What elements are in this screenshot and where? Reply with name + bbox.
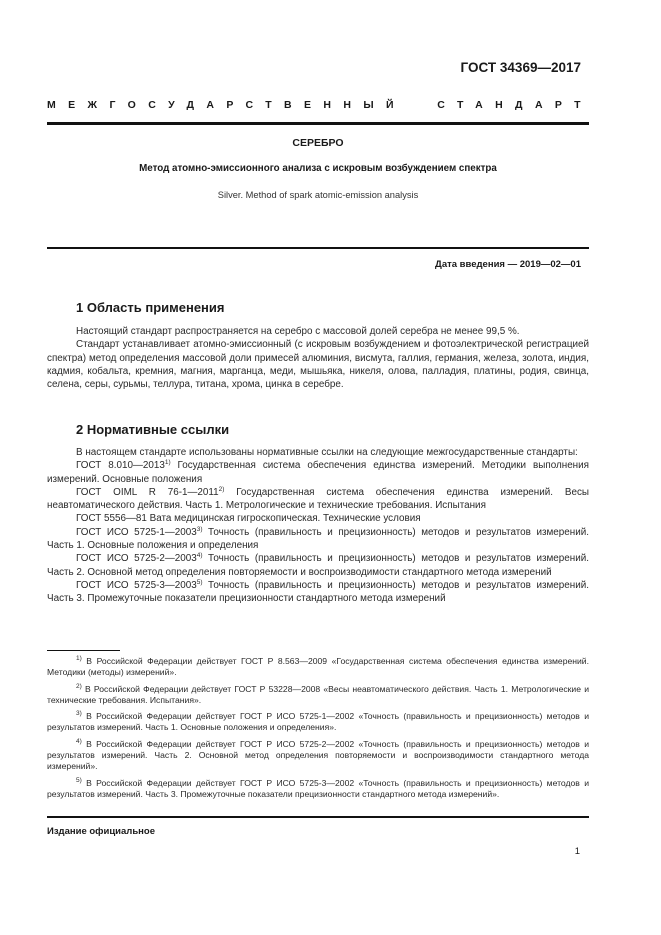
english-title: Silver. Method of spark atomic-emission analysis (217, 190, 419, 200)
footnote-text: В Российской Федерации действует ГОСТ Р 53228—2008 «Весы неавтоматического действия. Часть 1. Метрологические и технические требования. Испытания». (47, 683, 589, 705)
document-title: СЕРЕБРО (292, 137, 344, 149)
footnote-number: 2) (76, 682, 82, 690)
title-rule (47, 247, 589, 249)
footnote (47, 778, 589, 801)
footnotes (47, 656, 589, 805)
reference-code: ГОСТ ИСО 5725-3—2003 (76, 579, 197, 591)
reference-item (47, 512, 589, 525)
banner (47, 99, 593, 111)
footnote (47, 656, 589, 679)
reference-text: Точность (правильность и прецизионность) методов и результатов измерений. Часть 2. Основной метод определения повторяемости и воспроизводимости стандартного метода измерений (47, 553, 589, 578)
section-2-body (47, 446, 589, 606)
reference-item (47, 579, 589, 606)
reference-code: ГОСТ 5556—81 (76, 513, 147, 525)
header-rule (47, 122, 589, 125)
reference-text: Точность (правильность и прецизионность) методов и результатов измерений. Часть 3. Промежуточные показатели прецизионности стандартного метода измерений (47, 579, 589, 605)
section-2-heading: 2 Нормативные ссылки (76, 422, 230, 437)
section-1-heading: 1 Область применения (76, 300, 225, 315)
footnote-marker: 4) (196, 552, 203, 560)
reference-text: Государственная система обеспечения единства измерений. Весы неавтоматического действия. Часть 1. Метрологические и технические требования. Испытания (47, 486, 589, 512)
reference-item (47, 552, 589, 579)
paragraph: В настоящем стандарте использованы нормативные ссылки на следующие межгосударственные стандарты: (76, 447, 578, 458)
official-edition-label: Издание официальное (47, 826, 155, 837)
reference-text: Вата медицинская гигроскопическая. Технические условия (146, 513, 421, 525)
footnote-marker: 1) (164, 459, 171, 467)
footnote-number: 3) (76, 710, 82, 718)
paragraph: Настоящий стандарт распространяется на серебро с массовой долей серебра не менее 99,5 %. (76, 326, 520, 337)
document-subtitle: Метод атомно-эмиссионного анализа с искровым возбуждением спектра (139, 163, 497, 174)
footnote-text: В Российской Федерации действует ГОСТ Р ИСО 5725-3—2002 «Точность (правильность и прецизионность) методов и результатов измерений. Часть 3. Промежуточные показатели прецизионности стандартного метода измерений». (47, 777, 589, 799)
introduction-date: Дата введения — 2019—02—01 (435, 259, 581, 270)
footer-rule (47, 816, 589, 818)
reference-code: ГОСТ ИСО 5725-1—2003 (76, 526, 197, 538)
reference-item (47, 486, 589, 513)
footnote-number: 1) (76, 655, 82, 662)
banner-word-interstate: МЕЖГОСУДАРСТВЕННЫЙ (47, 99, 406, 111)
footnote-text: В Российской Федерации действует ГОСТ Р ИСО 5725-2—2002 «Точность (правильность и прецизионность) методов и результатов измерений. Часть 2. Основной метод определения повторяемости и воспроизводимости стандартного метода измерений». (47, 738, 589, 772)
footnote-text: В Российской Федерации действует ГОСТ Р 8.563—2009 «Государственная система обеспечения единства измерений. Методики (методы) измерений». (47, 656, 589, 678)
reference-item (47, 459, 589, 486)
footnote-marker: 2) (218, 485, 225, 493)
footnote-number: 5) (76, 776, 82, 784)
footnote-separator (47, 650, 120, 651)
footnote-marker: 3) (196, 525, 203, 533)
section-1-body (47, 325, 589, 391)
paragraph: Стандарт устанавливает атомно-эмиссионный (с искровым возбуждением и фотоэлектрической регистрацией спектра) метод определения массовой доли примесей алюминия, висмута, галлия, германия, железа, золота, индия, кадмия, кобальта, кремния, магния, марганца, меди, мышьяка, никеля, олова, палладия, платины, родия, свинца, селена, серы, сурьмы, теллура, титана, хрома, цинка в серебре. (47, 339, 589, 391)
reference-code: ГОСТ 8.010—2013 (76, 460, 165, 472)
footnote-text: В Российской Федерации действует ГОСТ Р ИСО 5725-1—2002 «Точность (правильность и прецизионность) методов и результатов измерений. Часть 1. Основные положения и определения». (47, 711, 589, 733)
banner-word-standard: СТАНДАРТ (437, 99, 593, 111)
reference-code: ГОСТ OIML R 76-1—2011 (76, 486, 219, 498)
footnote-marker: 5) (196, 578, 203, 586)
standard-code: ГОСТ 34369—2017 (460, 60, 581, 75)
reference-code: ГОСТ ИСО 5725-2—2003 (76, 553, 197, 565)
footnote (47, 739, 589, 773)
footnote (47, 711, 589, 734)
reference-text: Государственная система обеспечения единства измерений. Методики выполнения измерений. Основные положения (47, 460, 589, 485)
reference-item (47, 526, 589, 553)
footnote-number: 4) (76, 737, 82, 745)
page-number: 1 (574, 846, 580, 857)
reference-text: Точность (правильность и прецизионность) методов и результатов измерений. Часть 1. Основные положения и определения (47, 526, 589, 552)
footnote (47, 684, 589, 707)
